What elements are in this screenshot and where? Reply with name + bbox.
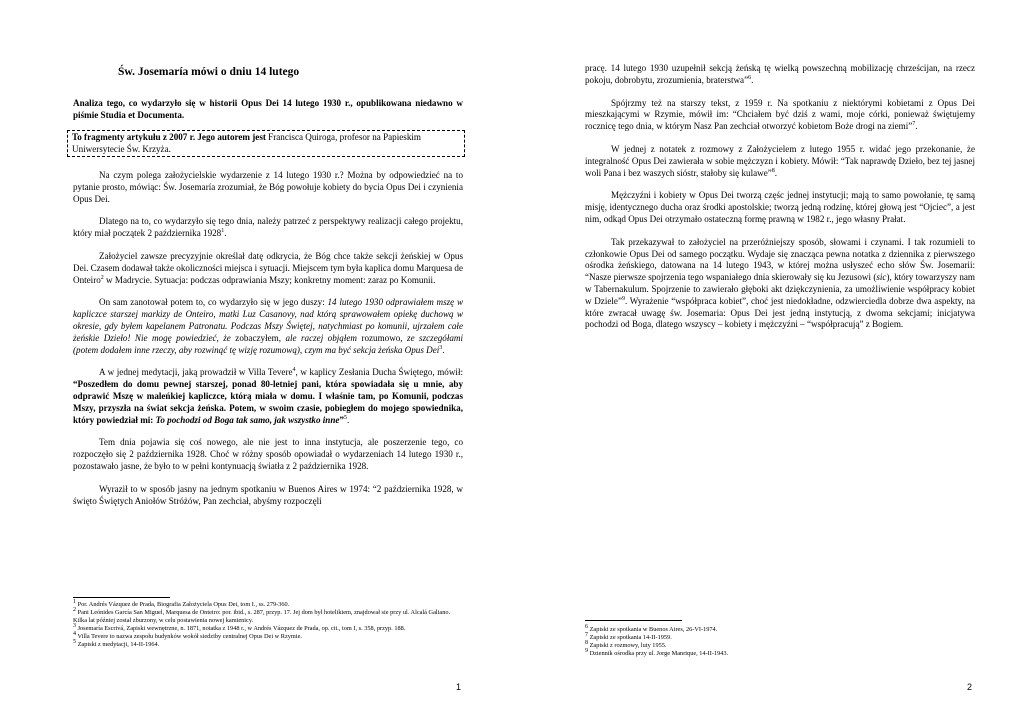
footnote-divider xyxy=(73,597,170,598)
article-info-box xyxy=(67,130,465,157)
page-number: 1 xyxy=(456,682,462,692)
footnote-ref: 6 xyxy=(748,74,752,81)
box-author-text: Francisca Quiroga, profesor na Papieskim Uniwersytecie Św. Krzyża. xyxy=(72,132,421,154)
paragraph: Na czym polega założycielskie wydarzenie z 14 lutego 1930 r.? Można by odpowiedzieć na to pytanie prosto, mówiąc: Św. Josemaría zrozumiał, że Bóg powołuje kobiety do bycia Opus Dei i czynienia Opus Dei. xyxy=(73,170,463,204)
footnote-ref: 4 xyxy=(292,367,296,374)
footnote: $^5$ Zapiski z medytacji, 14-II-1964. xyxy=(73,638,160,648)
footnote-ref: 1 xyxy=(221,228,225,235)
paragraph: On sam zanotował potem to, co wydarzyło się w jego duszy: 14 lutego 1930 odprawiałem mszę w kapliczce starszej markizy de Onteiro, matki Luz Casanovy, nad którą sprawowałem opiekę duchową w okresie, gdy byłem kapelanem Patronatu. Podczas Mszy Świętej, natychmiast po komunii, ujrzałem całe żeńskie Dzieło! Nie mogę powiedzieć, że zobaczyłem, ale raczej objąłem rozumowo, ze szczegółami (potem dodałem inne rzeczy, aby rozwinąć tę wizję rozumową), czym ma być sekcja żeńska Opus Dei$^3$. xyxy=(73,297,464,355)
footnote: $^7$ Zapiski ze spotkania 14-II-1959. xyxy=(585,631,672,641)
footnote: $^4$ Villa Tevere to nazwa zespołu budynków wokół siedziby centralnej Opus Dei w Rzymie. xyxy=(73,630,302,640)
footnote: $^1$ Por. Andrés Vázquez de Prada, Biografia Założyciela Opus Dei, tom I., ss. 279-360. xyxy=(73,598,290,608)
paragraph: W jednej z notatek z rozmowy z Założycielem z lutego 1955 r. widać jego przekonanie, że integralność Opus Dei zawierała w sobie mężczyzn i kobiety. Mówił: “Tak naprawdę Dzieło, bez tej jasnej woli Pana i bez waszych sióstr, stałoby się kulawe”$^8$. xyxy=(585,143,975,178)
footnote-ref: 9 xyxy=(621,295,625,302)
footnote-ref: 7 xyxy=(912,121,916,128)
footnote: $^6$ Zapiski ze spotkania w Buenos Aires, 26-VI-1974. xyxy=(585,623,718,633)
page-number: 2 xyxy=(967,682,973,692)
footnote: $^3$ Josemaría Escrivá, Zapiski wewnętrzne, n. 1871, notatka z 1948 r., w Andrés Vázquez de Prada, op. cit., tom I, s. 358, przyp. 188. xyxy=(73,622,406,632)
paragraph: Tak przekazywał to założyciel na przeróżniejszy sposób, słowami i czynami. I tak rozumieli to członkowie Opus Dei od samego początku. Wydaje się znacząca pewna notatka z dziennika z pierwszego ośrodka żeńskiego, datowana na 14 lutego 1943, w której można usłyszeć echo słów Św. Josemarii: “Nasze pierwsze spojrzenia tego wspaniałego dnia skierowały się ku Jezusowi (sic), który towarzyszy nam w Tabernakulum. Spojrzenie to zawierało głęboki akt dziękczynienia, za umożliwienie współpracy kobiet w Dziele”$^9$. Wyrażenie “współpraca kobiet”, choć jest niedokładne, odzwierciedla dobrze dwa aspekty, na które zwracał uwagę św. Josemaria: Opus Dei jest jedną instytucją, z dwoma sekcjami; inicjatywa pochodzi od Boga, dlatego wszyscy – kobiety i mężczyźni – “współpracują” z Bogiem. xyxy=(585,236,975,330)
lead-paragraph: Analiza tego, co wydarzyło się w historii Opus Dei 14 lutego 1930 r., opublikowana niedawno w piśmie Studia et Documenta. xyxy=(73,98,463,120)
footnote-ref: 3 xyxy=(439,344,443,351)
paragraph: Dlatego na to, co wydarzyło się tego dnia, należy patrzeć z perspektywy realizacji całego projektu, który miał początek 2 października 1928$^1$. xyxy=(73,216,463,239)
paragraph: Założyciel zawsze precyzyjnie określał datę odkrycia, że Bóg chce także sekcji żeńskiej w Opus Dei. Czasem dodawał także okoliczności miejsca i sytuacji. Miejscem tym była kaplica domu Marquesa de Onteiro$^2$ w Madrycie. Sytuacja: podczas odprawiania Mszy; konkretny moment: zaraz po Komunii. xyxy=(73,250,463,285)
paragraph: Mężczyźni i kobiety w Opus Dei tworzą częśc jednej instytucji; mają to samo powołanie, tę samą misję, identycznego ducha oraz środki apostolskie; tworzą jedną rodzinę, której głową jest “Ojciec”, a jest nim, odkąd Opus Dei otrzymało ostateczną formę prawną w 1982 r., jego własny Prałat. xyxy=(585,190,975,224)
footnote-ref: 8 xyxy=(771,167,775,174)
paragraph: pracę. 14 lutego 1930 uzupełnił sekcją żeńską tę wielką powszechną mobilizację chrześcijan, na rzecz pokoju, dobrobytu, zrozumienia, braterstwa”$^6$. xyxy=(585,63,975,85)
right-column-body xyxy=(585,63,975,342)
document-title: Św. Josemaría mówi o dniu 14 lutego xyxy=(118,66,300,78)
footnote: $^8$ Zapiski z rozmowy, luty 1955. xyxy=(585,639,667,649)
paragraph: Tem dnia pojawia się coś nowego, ale nie jest to inna instytucja, ale poszerzenie tego, co rozpoczęło się 2 października 1928. Choć w różny sposób opowiadał o wydarzeniach 14 lutego 1930 r., pozostawało jasne, że było to w pełni kontynuacją światła z 2 października 1928. xyxy=(73,437,463,471)
right-footnotes xyxy=(585,623,977,658)
left-footnotes xyxy=(73,598,465,649)
footnote: $^9$ Dziennik ośrodka przy ul. Jorge Manrique, 14-II-1943. xyxy=(585,647,729,657)
footnote-divider xyxy=(585,620,682,621)
footnote-ref: 5 xyxy=(344,414,347,421)
footnote-ref: 2 xyxy=(100,274,104,281)
left-column-body xyxy=(73,170,463,518)
paragraph: Spójrzmy też na starszy tekst, z 1959 r. Na spotkaniu z niektórymi kobietami z Opus Dei mieszkającymi w Rzymie, mówił im: “Chciałem być dziś z wami, moje córki, ponieważ świętujemy rocznicę tego dnia, w którym Nasz Pan zechciał otworzyć kobietom Boże drogi na ziemi”$^7$. xyxy=(585,97,975,132)
paragraph: A w jednej medytacji, jaką prowadził w Villa Tevere$^4$, w kaplicy Zesłania Ducha Świętego, mówił: “Poszedłem do domu pewnej starszej, ponad 80-letniej pani, która spowiadała się u mnie, aby odprawić Mszę w maleńkiej kapliczce, którą miała w domu. I właśnie tam, po Komunii, podczas Mszy, przyszła na świat sekcja żeńska. Potem, w swoim czasie, pobiegłem do mojego spowiednika, który powiedział mi: To pochodzi od Boga tak samo, jak wszystko inne”$^5$. xyxy=(73,367,464,425)
paragraph: Wyraził to w sposób jasny na jednym spotkaniu w Buenos Aires w 1974: “2 października 1928, w święto Świętych Aniołów Stróżów, Pan zechciał, abyśmy rozpoczęli xyxy=(73,483,463,506)
box-bold-text: To fragmenty artykułu z 2007 r. Jego autorem jest xyxy=(72,132,266,142)
footnote: $^2$ Pani Leónides García San Miguel, Marquesa de Onteiro: por. ibid., s. 287, przyp. 17. Jej dom był hotelikiem, znajdował sie przy ul. Alcalá Galiano. Kilka lat później został zburzony, w celu postawienia nowej kamienicy. xyxy=(73,606,451,624)
